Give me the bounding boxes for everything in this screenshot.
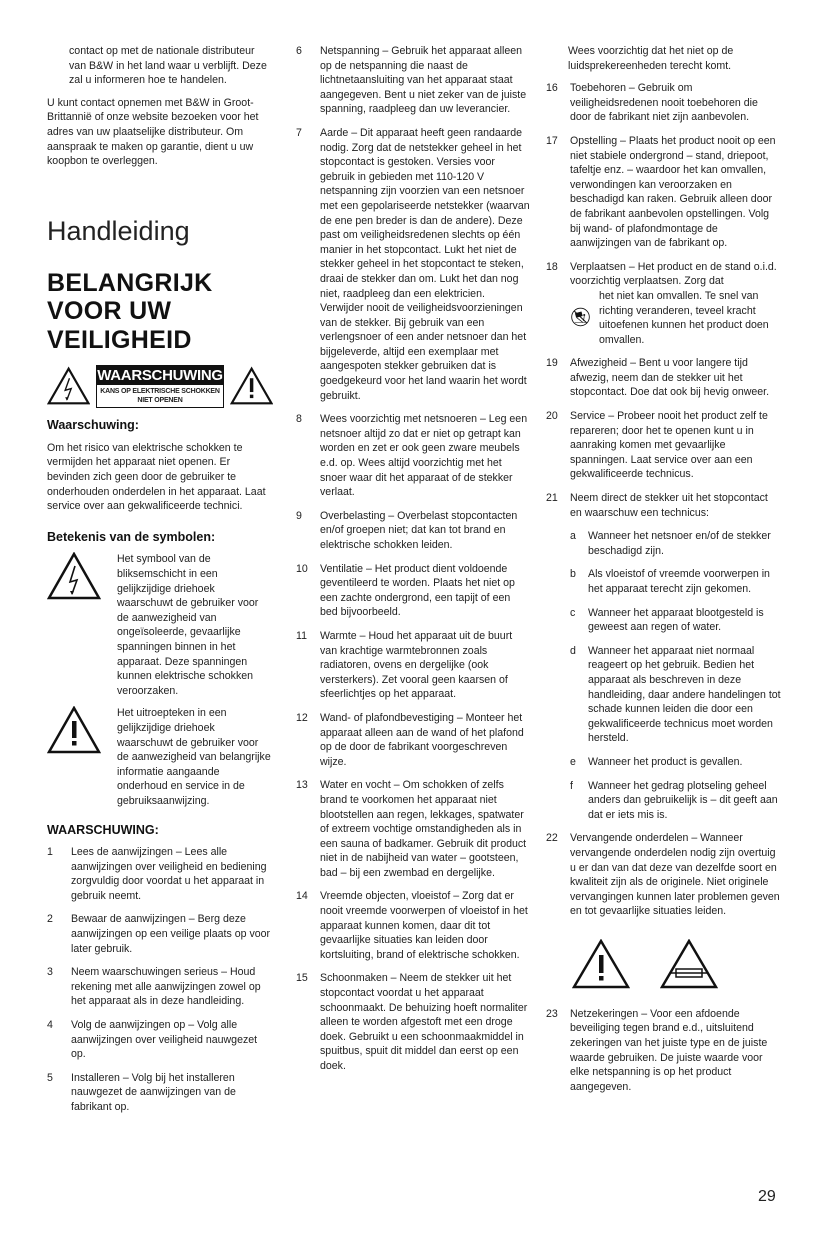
item-text: Installeren – Volg bij het installeren nauwgezet de aanwijzingen van de fabrikant op.	[71, 1071, 236, 1113]
item-number: 9	[296, 509, 302, 522]
item-number: 12	[296, 711, 308, 724]
sub-item-letter: e	[570, 755, 576, 768]
sub-list-item	[570, 644, 782, 746]
item-number: 7	[296, 126, 302, 139]
list-item	[47, 912, 273, 956]
lightning-triangle-icon	[47, 552, 101, 600]
warning-label-subtitle: KANS OP ELEKTRISCHE SCHOKKEN NIET OPENEN	[100, 387, 220, 404]
sub-item-letter: d	[570, 644, 576, 657]
warnings-list	[546, 356, 782, 520]
item-text: Lees de aanwijzingen – Lees alle aanwijzingen over veiligheid en bediening zorgvuldig door voordat u het apparaat in gebruik neemt.	[71, 846, 267, 902]
item-text-lead: Verplaatsen – Het product en de stand o.i.d. voorzichtig verplaatsen. Zorg dat	[570, 260, 777, 288]
item-text: Netzekeringen – Voor een afdoende beveiliging tegen brand e.d., uitsluitend zekeringen van het juiste type en de juiste waarde gebruiken. De juiste waarde voor elke netspanning is op het product aangegeven.	[570, 1007, 768, 1093]
list-item	[546, 356, 782, 400]
item-number: 15	[296, 972, 308, 985]
warnings-list	[546, 1007, 782, 1095]
symbol-lightning-row	[47, 552, 273, 698]
warnings-list	[296, 44, 530, 1074]
column-1	[47, 44, 273, 1124]
tip-over-warning-icon	[570, 289, 591, 345]
item-number: 21	[546, 492, 558, 505]
list-item	[296, 44, 530, 117]
lightning-warning-icon	[47, 364, 90, 408]
fuse-warning-icon	[660, 939, 718, 989]
item-number: 10	[296, 562, 308, 575]
column-2	[296, 44, 530, 1083]
item-number: 14	[296, 890, 308, 903]
item-text: Neem direct de stekker uit het stopcontact en waarschuw een technicus:	[570, 492, 768, 519]
item-number: 8	[296, 413, 302, 426]
column-3	[546, 44, 782, 1103]
sub-list-item	[570, 606, 782, 635]
symbol-exclaim-row	[47, 706, 273, 808]
sub-item-letter: f	[570, 779, 573, 792]
sub-list	[546, 529, 782, 822]
item-number: 5	[47, 1071, 53, 1084]
item-text: Aarde – Dit apparaat heeft geen randaarde nodig. Zorg dat de netstekker geheel in het stopcontact is gestoken. Versies voor gebruik in gebieden met 110-120 V netspanning zijn voorzien van een netsnoer met een gepolariseerde netstekker (waarvan de ene pen breder is dan de andere). Deze past om veiligheidsredenen slechts op één manier in het stopcontact. Lukt het niet de stekker geheel in het stopcontact te steken, draai de stekker dan om. Lukt het dan nog niet, raadpleeg dan een elektricien. Verwijder nooit de veiligheidsvoorzieningen van de stekker. Bij gebruik van een verlengsnoer of een ander netsnoer dan het bijgeleverde, altijd een exemplaar met aangespoten stekker gebruiken dat is goedgekeurd voor het land waarin het wordt gebruikt.	[320, 126, 530, 402]
item-number: 20	[546, 410, 558, 423]
list-item	[296, 629, 530, 702]
warning-heading: Waarschuwing:	[47, 418, 139, 433]
item-number: 18	[546, 260, 558, 273]
warnings-list	[546, 831, 782, 919]
item-text: Volg de aanwijzingen op – Volg alle aanwijzingen over veiligheid nauwgezet op.	[71, 1019, 258, 1061]
section-heading: Handleiding	[47, 215, 190, 246]
list-item	[296, 971, 530, 1073]
sub-list-item	[570, 567, 782, 596]
list-item	[47, 845, 273, 903]
item-text: Wanneer het gedrag plotseling geheel anders dan gebruikelijk is – dit geeft aan dat er iets mis is.	[588, 779, 778, 821]
list-item	[296, 778, 530, 880]
item-text: Netspanning – Gebruik het apparaat alleen op de netspanning die naast de lichtnetaansluiting van het apparaat staat aangegeven. Bent u niet zeker van de juiste spanning, raadpleeg dan uw leverancier.	[320, 45, 527, 116]
sub-item-letter: c	[570, 606, 576, 619]
item-number: 13	[296, 779, 308, 792]
item-text-rest: het niet kan omvallen. Te snel van richting veranderen, teveel kracht uitoefenen kunnen het product doen omvallen.	[599, 289, 769, 346]
list-item	[47, 1018, 273, 1062]
item-text: Neem waarschuwingen serieus – Houd rekening met alle aanwijzingen zowel op het apparaat als in deze handleiding.	[71, 966, 261, 1008]
item-text: Opstelling – Plaats het product nooit op een niet stabiele ondergrond – stand, driepoot, tafeltje enz. – waardoor het kan omvallen, verwondingen kan veroorzaken en beschadigd kan raken. Gebruik alleen door de fabrikant aanbevolen opstellingen. Volg bij wand- of plafondmontage de aanwijzingen van de fabrikant op.	[570, 134, 776, 250]
list-item	[47, 965, 273, 1009]
item-text: Vreemde objecten, vloeistof – Zorg dat er nooit vreemde voorwerpen of vloeistof in het apparaat kunnen komen, daar dit tot gevaarlijke situaties kan leiden door kortsluiting, brand of elektrische schokken.	[320, 890, 528, 961]
item-text: Ventilatie – Het product dient voldoende geventileerd te worden. Plaats het niet op een zachte ondergrond, een tapijt of een bed bijvoorbeeld.	[320, 562, 515, 619]
item-text: Afwezigheid – Bent u voor langere tijd afwezig, neem dan de stekker uit het stopcontact. Doe dat ook bij hevig onweer.	[570, 357, 770, 399]
item-text: Toebehoren – Gebruik om veiligheidsredenen nooit toebehoren die door de fabrikant niet zijn aanbevolen.	[570, 82, 758, 124]
item-number: 17	[546, 134, 558, 147]
item-text: Water en vocht – Om schokken of zelfs brand te voorkomen het apparaat niet blootstellen aan regen, lekkages, spatwater of extreem vochtige omstandigheden als in een sauna of badkamer. Gebruik dit product niet in de nabijheid van water – gootsteen, bad – bij een zwembad en dergelijke.	[320, 779, 527, 879]
list-item	[296, 126, 530, 403]
list-item	[546, 409, 782, 482]
item-number: 23	[546, 1007, 558, 1020]
list-item	[296, 711, 530, 769]
item-number: 19	[546, 357, 558, 370]
sub-item-letter: b	[570, 568, 576, 581]
symbol-exclaim-text: Het uitroepteken in een gelijkzijdige driehoek waarschuwt de gebruiker voor de aanwezigheid van belangrijke informatie aangaande onderhoud en service in de gebruiksaanwijzing.	[117, 707, 271, 807]
item-text: Wand- of plafondbevestiging – Monteer het apparaat alleen aan de wand of het plafond op de door de fabrikant voorgeschreven wijze.	[320, 711, 524, 768]
list-item	[296, 889, 530, 962]
sub-list-item	[570, 529, 782, 558]
item-text: Als vloeistof of vreemde voorwerpen in het apparaat terecht zijn gekomen.	[588, 568, 770, 595]
continued-paragraph: Wees voorzichtig dat het niet op de luidsprekereenheden terecht komt.	[568, 45, 734, 72]
item-number: 1	[47, 846, 53, 859]
intro-paragraph: contact op met de nationale distributeur van B&W in het land waar u verblijft. Deze zal u informeren hoe te handelen.	[69, 45, 267, 87]
exclamation-triangle-icon	[47, 706, 101, 754]
item-number: 22	[546, 832, 558, 845]
item-number: 16	[546, 82, 558, 95]
list-item	[296, 412, 530, 500]
list-item	[546, 1007, 782, 1095]
warning-label-title: WAARSCHUWING	[97, 366, 223, 384]
item-text: Wanneer het netsnoer en/of de stekker beschadigd zijn.	[588, 530, 771, 557]
symbols-heading: Betekenis van de symbolen:	[47, 529, 216, 544]
caution-icons	[572, 939, 782, 989]
item-text: Wees voorzichtig met netsnoeren – Leg een netsnoer altijd zo dat er niet op getrapt kan worden en zet er ook geen zware meubels e.d. op. Wees altijd voorzichtig met het snoer waar dit het apparaat of de stekker verlaat.	[320, 413, 528, 499]
item-text: Service – Probeer nooit het product zelf te repareren; door het te openen kunt u in aanraking komen met gevaarlijke spanningen. Laat service over aan een gekwalificeerde technicus.	[570, 410, 768, 481]
item-text: Wanneer het product is gevallen.	[588, 755, 743, 768]
contact-paragraph: U kunt contact opnemen met B&W in Groot-Brittanniё of onze website bezoeken voor het adres van uw plaatselijke distributeur. Om aanspraak te maken op garantie, dient u uw koopbon te overleggen.	[47, 96, 259, 168]
list-item	[296, 562, 530, 620]
item-text: Bewaar de aanwijzingen – Berg deze aanwijzingen op een veilige plaats op voor later gebruik.	[71, 913, 271, 955]
item-text: Vervangende onderdelen – Wanneer vervangende onderdelen nodig zijn overtuig u er dan van dat deze van dezelfde soort en kwaliteit zijn als de originele. Niet originele vervangingen kunnen later problemen geven en tot gevaarlijke situaties leiden.	[570, 832, 780, 918]
exclamation-warning-icon	[230, 364, 273, 408]
item-number: 6	[296, 45, 302, 57]
list-item	[546, 831, 782, 919]
warnings-list	[47, 845, 273, 1115]
warning-text: Om het risico van elektrische schokken te vermijden het apparaat niet openen. Er bevinden zich geen door de gebruiker te onderhouden onderdelen in het apparaat. Laat service over aan gekwalificeerde technici.	[47, 441, 266, 513]
list-item	[546, 81, 782, 125]
symbol-lightning-text: Het symbool van de bliksemschicht in een gelijkzijdige driehoek waarschuwt de gebruiker voor de aanwezigheid van ongeïsoleerde, gevaarlijke spanningen binnen in het apparaat. Deze spanningen kunnen elektrische schokken veroorzaken.	[117, 553, 259, 697]
list-item	[546, 491, 782, 520]
list-item	[296, 509, 530, 553]
item-text: Overbelasting – Overbelast stopcontacten en/of groepen niet; dat kan tot brand en elektrische schokken leiden.	[320, 509, 518, 551]
item-text: Wanneer het apparaat blootgesteld is geweest aan regen of water.	[588, 606, 764, 634]
list-item	[546, 260, 782, 348]
item-text: Warmte – Houd het apparaat uit de buurt van krachtige warmtebronnen zoals radiatoren, ovens en dergelijke (ook versterkers). Zet vooral geen kaarsen of sfeerlichtjes op het apparaat.	[320, 629, 513, 701]
page-title: BELANGRIJK VOOR UW VEILIGHEID	[47, 268, 213, 354]
warning-label	[47, 364, 273, 408]
page-number: 29	[758, 1188, 776, 1205]
sub-list-item	[570, 755, 782, 770]
item-number: 11	[296, 629, 307, 642]
item-number: 2	[47, 913, 53, 926]
item-number: 4	[47, 1019, 53, 1032]
warning-label-text	[96, 365, 224, 408]
caution-triangle-icon	[572, 939, 630, 989]
item-text: Wanneer het apparaat niet normaal reageert op het gebruik. Bedien het apparaat als beschreven in deze handleiding, daar andere handelingen tot schade kunnen leiden die door een gekwalificeerde technicus moet worden hersteld.	[588, 644, 781, 745]
sub-list-item	[570, 779, 782, 823]
warnings-list	[546, 81, 782, 251]
sub-item-letter: a	[570, 530, 576, 543]
list-item	[47, 1071, 273, 1115]
list-item	[546, 134, 782, 251]
item-number: 3	[47, 966, 53, 979]
item-text: Schoonmaken – Neem de stekker uit het stopcontact voordat u het apparaat schoonmaakt. De behuizing hoeft normaliter alleen te worden afgestoft met een droge doek. Gebruikt u een schoonmaakmiddel in spuitbus, spuit dit middel dan eerst op een doek.	[320, 972, 528, 1072]
list-heading: WAARSCHUWING:	[47, 822, 159, 837]
